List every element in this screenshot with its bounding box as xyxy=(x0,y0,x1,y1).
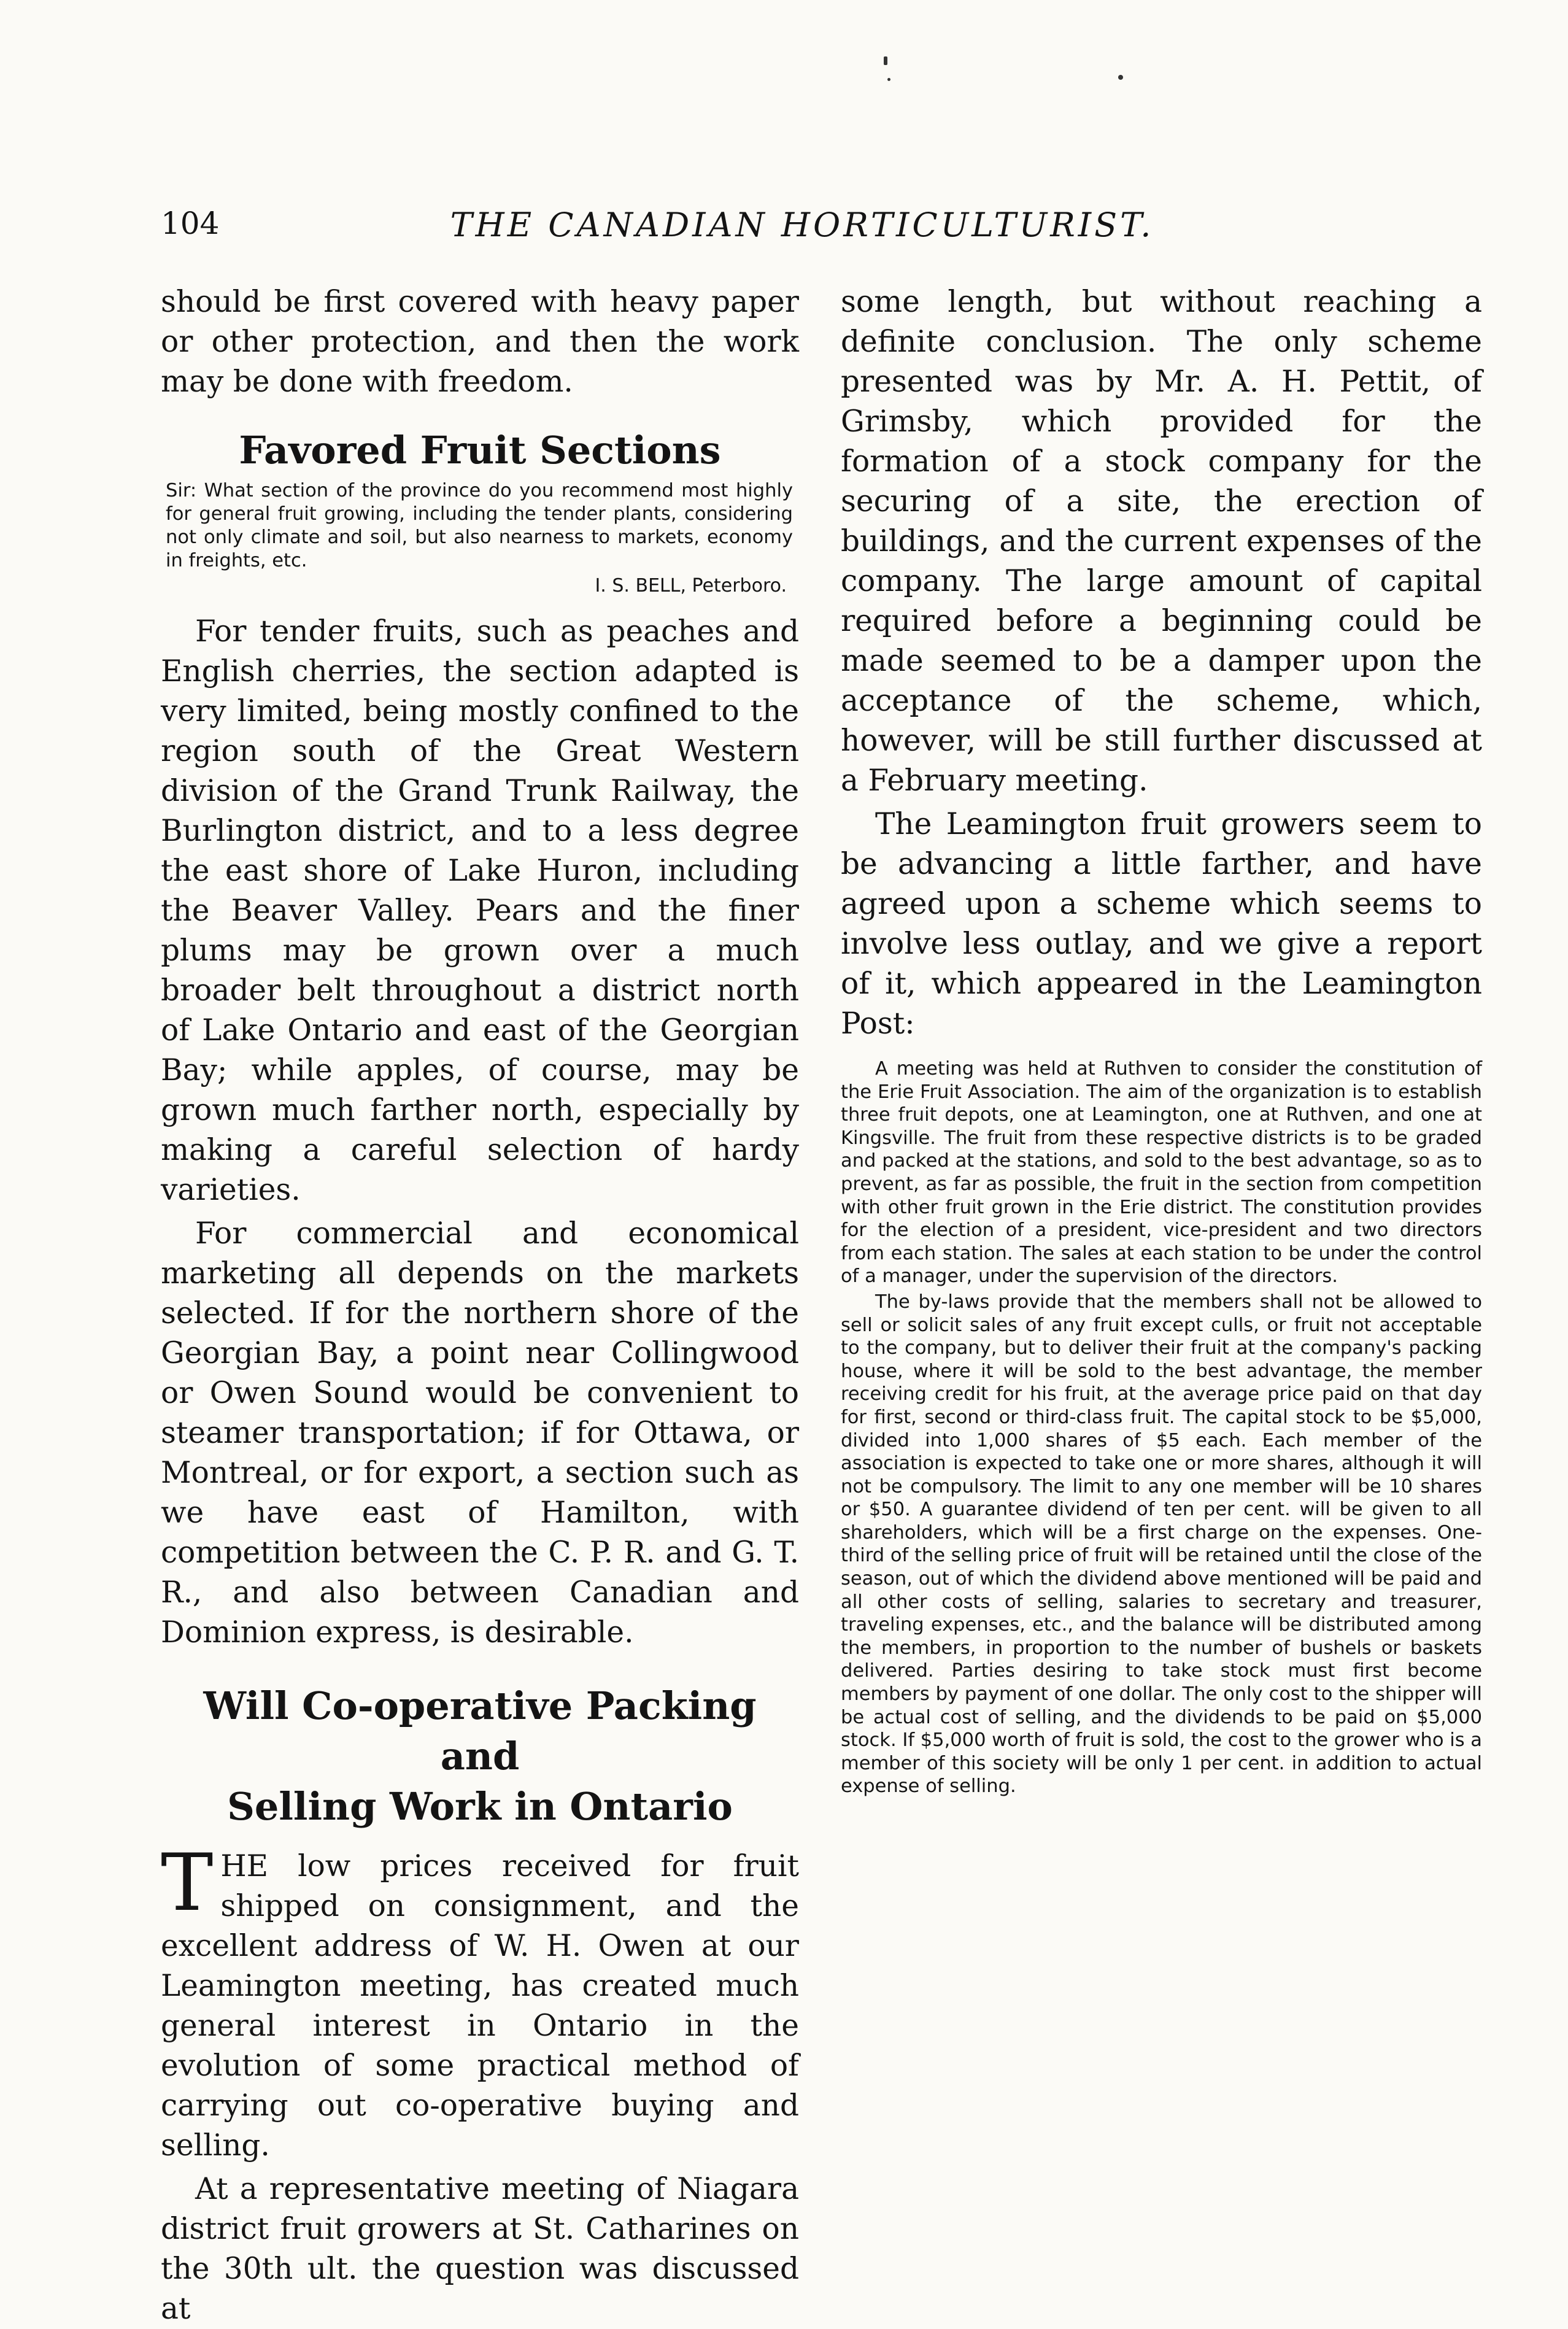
left-column xyxy=(161,282,799,2329)
letter-signature: I. S. BELL, Peterboro. xyxy=(595,575,787,597)
section-heading-cooperative-line1: Will Co-operative Packing and xyxy=(203,1683,757,1779)
continuation-paragraph: some length, but without reaching a definite conclusion. The only scheme presented was by Mr. A. H. Pettit, of Grimsby, which provided for the formation of a stock company for the securing of a site, the erection of buildings, and the current expenses of the company. The large amount of capital required before a beginning could be made seemed to be a damper upon the acceptance of the scheme, which, however, will be still further discussed at a February meeting. xyxy=(841,285,1482,798)
drop-cap: T xyxy=(161,1837,214,1929)
reader-letter: Sir: What section of the province do you recommend most highly for general fruit growing, including the tender plants, considering not only climate and soil, but also nearness to markets, economy in freights, etc. xyxy=(166,480,793,571)
speck-mark xyxy=(884,56,887,65)
speck-mark xyxy=(1118,75,1123,80)
leamington-paragraph: The Leamington fruit growers seem to be advancing a little farther, and have agreed upon a scheme which seems to involve less outlay, and we give a report of it, which appeared in the Leamington Post: xyxy=(841,807,1482,1041)
running-title: THE CANADIAN HORTICULTURIST. xyxy=(450,206,1154,244)
right-column xyxy=(841,282,1482,1798)
section-heading-cooperative-line2: Selling Work in Ontario xyxy=(227,1784,733,1829)
quoted-report-paragraph-1: A meeting was held at Ruthven to consider the constitution of the Erie Fruit Association. The aim of the organization is to establish three fruit depots, one at Leamington, one at Ruthven, and one at Kingsville. The fruit from these respective districts is to be graded and packed at the stations, and sold to the best advantage, so as to prevent, as far as possible, the fruit in the section from competition with other fruit grown in the Erie district. The constitution provides for the election of a president, vice-president and two directors from each station. The sales at each station to be under the control of a manager, under the supervision of the directors. xyxy=(841,1058,1482,1288)
page-number: 104 xyxy=(161,206,220,241)
quoted-report-paragraph-2: The by-laws provide that the members shall not be allowed to sell or solicit sales of any fruit except culls, or fruit not acceptable to the company, but to deliver their fruit at the company's packing house, where it will be sold to the best advantage, the member receiving credit for his fruit, at the average price paid on that day for first, second or third-class fruit. The capital stock to be $5,000, divided into 1,000 shares of $5 each. Each member of the association is expected to take one or more shares, although it will not be compulsory. The limit to any one member will be 10 shares or $50. A guarantee dividend of ten per cent. will be given to all shareholders, which will be a first charge on the expenses. One-third of the selling price of fruit will be retained until the close of the season, out of which the dividend above mentioned will be paid and all other costs of selling, salaries to secretary and treasurer, traveling expenses, etc., and the balance will be distributed among the members, in proportion to the number of bushels or baskets delivered. Parties desiring to take stock must first become members by payment of one dollar. The only cost to the shipper will be actual cost of selling, and the dividends to be paid on $5,000 stock. If $5,000 worth of fruit is sold, the cost to the grower who is a member of this society will be only 1 per cent. in addition to actual expense of selling. xyxy=(841,1291,1482,1798)
cooperative-paragraph-1 xyxy=(161,1837,799,2166)
speck-mark xyxy=(887,78,890,81)
intro-paragraph: should be first covered with heavy paper or other protection, and then the work may be done with freedom. xyxy=(161,285,799,399)
section-heading-favored-fruit: Favored Fruit Sections xyxy=(239,428,721,473)
answer-paragraph-1: For tender fruits, such as peaches and English cherries, the section adapted is very limited, being mostly confined to the region south of the Great Western division of the Grand Trunk Railway, the Burlington district, and to a less degree the east shore of Lake Huron, including the Beaver Valley. Pears and the finer plums may be grown over a much broader belt throughout a district north of Lake Ontario and east of the Georgian Bay; while apples, of course, may be grown much farther north, especially by making a careful selection of hardy varieties. xyxy=(161,614,799,1207)
page-header xyxy=(161,206,1443,255)
cooperative-paragraph-1-text: HE low prices received for fruit shipped on consignment, and the excellent address of W. H. Owen at our Leamington meeting, has created much general interest in Ontario in the evolution of some practical method of carrying out co-operative buying and selling. xyxy=(161,1849,799,2163)
cooperative-paragraph-2: At a representative meeting of Niagara district fruit growers at St. Catharines on the 30th ult. the question was discussed at xyxy=(161,2172,799,2326)
answer-paragraph-2: For commercial and economical marketing all depends on the markets selected. If for the northern shore of the Georgian Bay, a point near Collingwood or Owen Sound would be convenient to steamer transportation; if for Ottawa, or Montreal, or for export, a section such as we have east of Hamilton, with competition between the C. P. R. and G. T. R., and also between Canadian and Dominion express, is desirable. xyxy=(161,1216,799,1650)
